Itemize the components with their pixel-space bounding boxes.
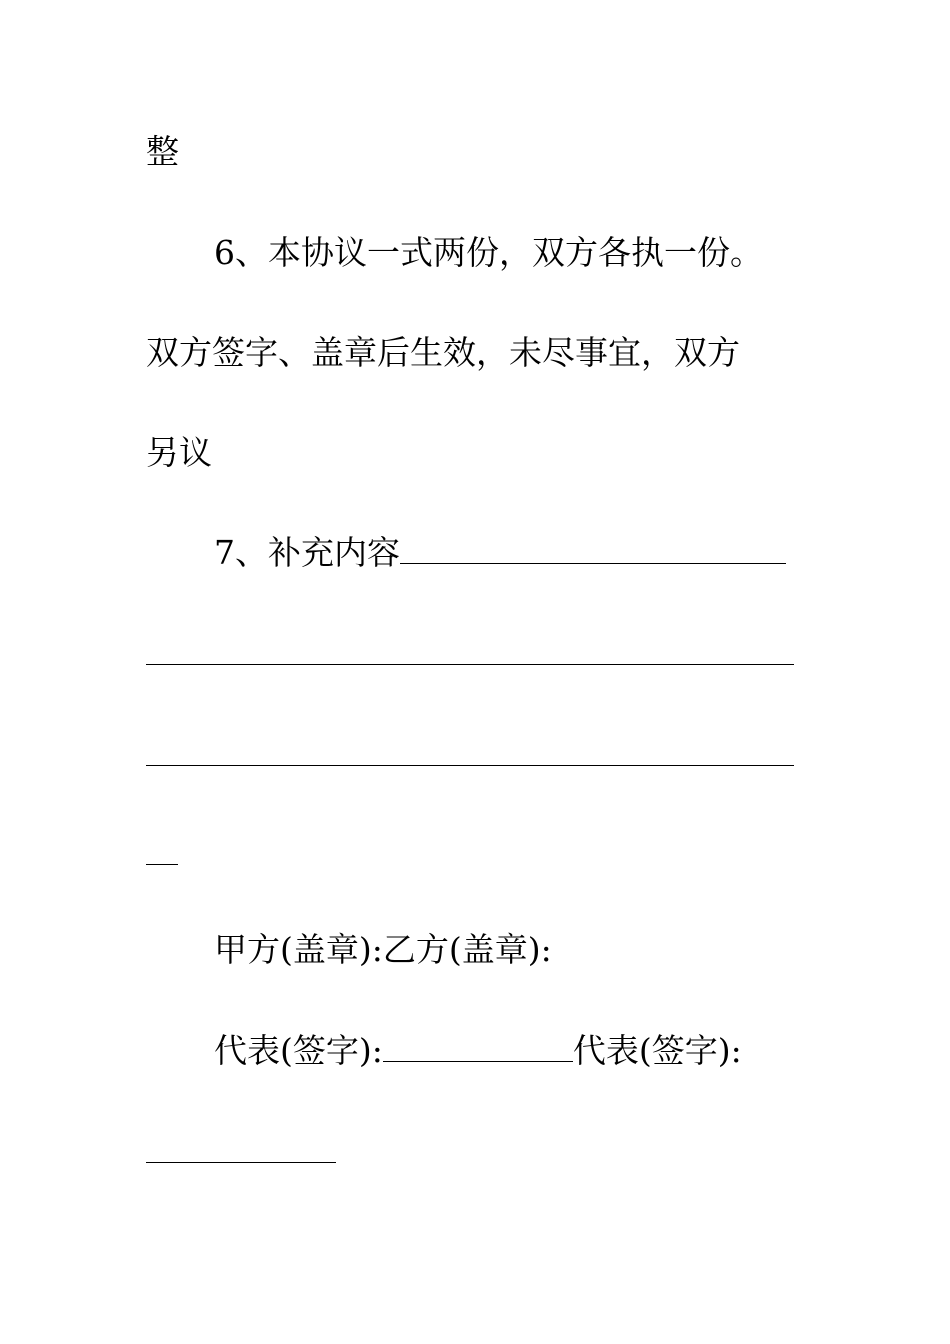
text-line-1: 整 [146,132,179,171]
supplement-blank-4 [146,864,178,865]
representative-line [214,1031,742,1071]
party-b-signature-blank [146,1162,336,1163]
supplement-label: 7、补充内容 [214,533,400,572]
text-line-3: 双方签字、盖章后生效，未尽事宜，双方 [146,333,740,372]
text-line-4: 另议 [146,433,212,472]
party-a-signature-blank [383,1035,573,1062]
party-b-representative-label: 代表(签字): [572,1031,742,1070]
supplement-blank-3 [146,765,794,766]
party-a-representative-label: 代表(签字): [214,1031,383,1070]
text-line-clause-7 [214,533,786,573]
party-seal-line: 甲方(盖章):乙方(盖章): [214,930,552,969]
text-line-clause-6: 6、本协议一式两份，双方各执一份。 [214,233,763,272]
supplement-blank-2 [146,664,794,665]
supplement-blank-1 [400,537,786,564]
